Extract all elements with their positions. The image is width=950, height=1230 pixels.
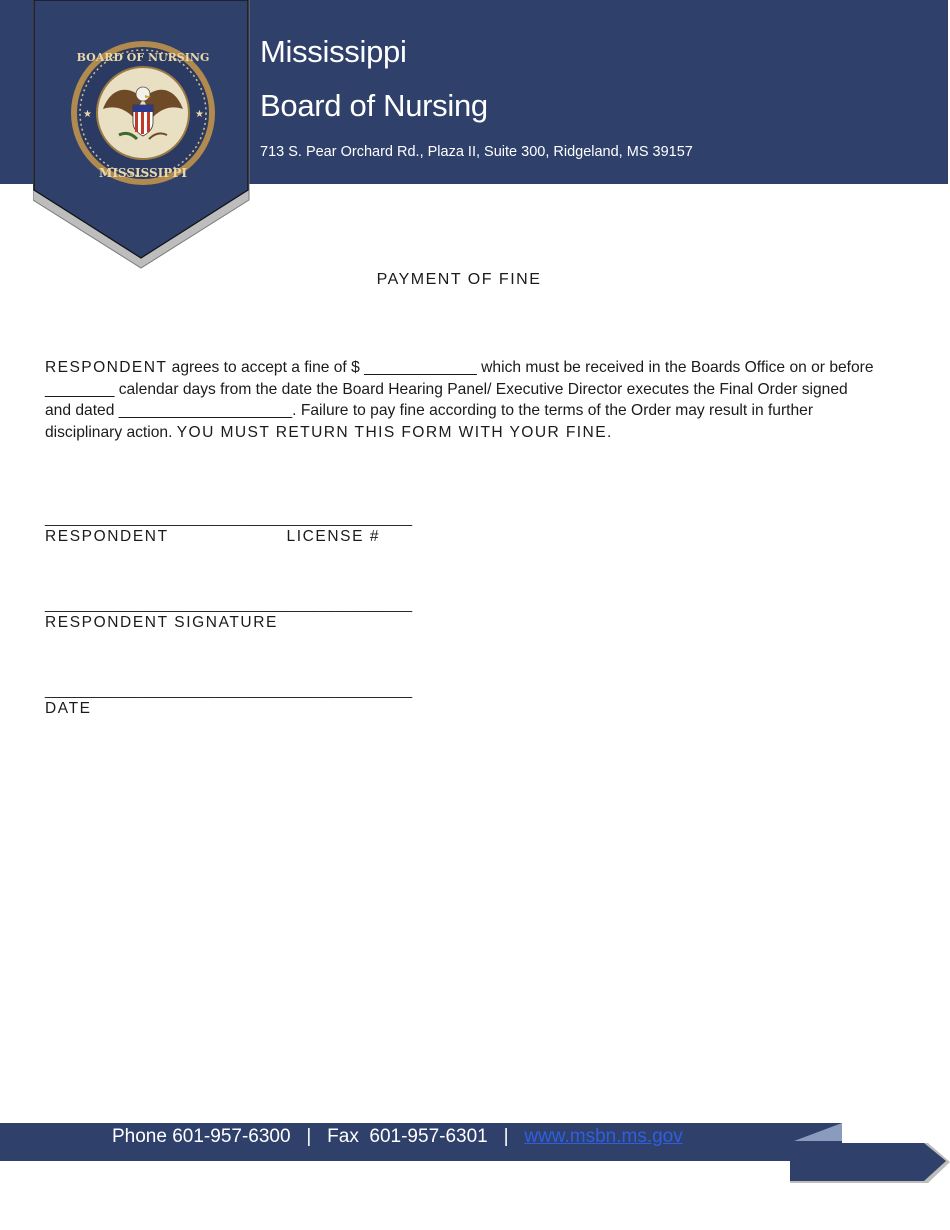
- svg-text:★: ★: [83, 109, 92, 120]
- footer-separator: |: [306, 1126, 312, 1147]
- respondent-signature-label: RESPONDENT SIGNATURE: [45, 614, 278, 631]
- org-name-state: Mississippi: [260, 34, 407, 69]
- seal-top-text: BOARD OF NURSING: [76, 51, 210, 64]
- form-title: PAYMENT OF FINE: [376, 271, 542, 288]
- form-body-paragraph: [45, 357, 875, 443]
- body-text: agrees to accept a fine of $ _____________ which must be received in the Boards Office on or before ________ calendar days from the date the Board Hearing Panel/ Executive Director executes the Final Order signed and dated ____________________. Failure to pay fine according to the terms of the Order may result in further disciplinary action.: [45, 359, 874, 441]
- svg-text:★: ★: [195, 109, 204, 120]
- org-name-board: Board of Nursing: [260, 88, 488, 123]
- org-address: 713 S. Pear Orchard Rd., Plaza II, Suite 300, Ridgeland, MS 39157: [260, 144, 693, 160]
- footer-website-link[interactable]: www.msbn.ms.gov: [524, 1126, 683, 1147]
- footer-separator: |: [503, 1126, 509, 1147]
- state-seal-logo: [69, 39, 217, 187]
- seal-bottom-text: MISSISSIPPI: [99, 166, 187, 180]
- respondent-caps: RESPONDENT: [45, 359, 168, 376]
- footer-phone: Phone 601-957-6300: [112, 1126, 291, 1147]
- date-blank-line[interactable]: ___________________________________________: [45, 682, 413, 699]
- respondent-license-label: RESPONDENT LICENSE #: [45, 528, 381, 545]
- respondent-license-blank-line[interactable]: ___________________________________________: [45, 510, 413, 527]
- footer-contact: [112, 1126, 683, 1148]
- footer-arrow-graphic: [790, 1123, 950, 1185]
- footer-fax: Fax 601-957-6301: [327, 1126, 488, 1147]
- date-label: DATE: [45, 700, 92, 717]
- respondent-signature-blank-line[interactable]: ___________________________________________: [45, 596, 413, 613]
- return-form-notice: YOU MUST RETURN THIS FORM WITH YOUR FINE.: [176, 423, 613, 441]
